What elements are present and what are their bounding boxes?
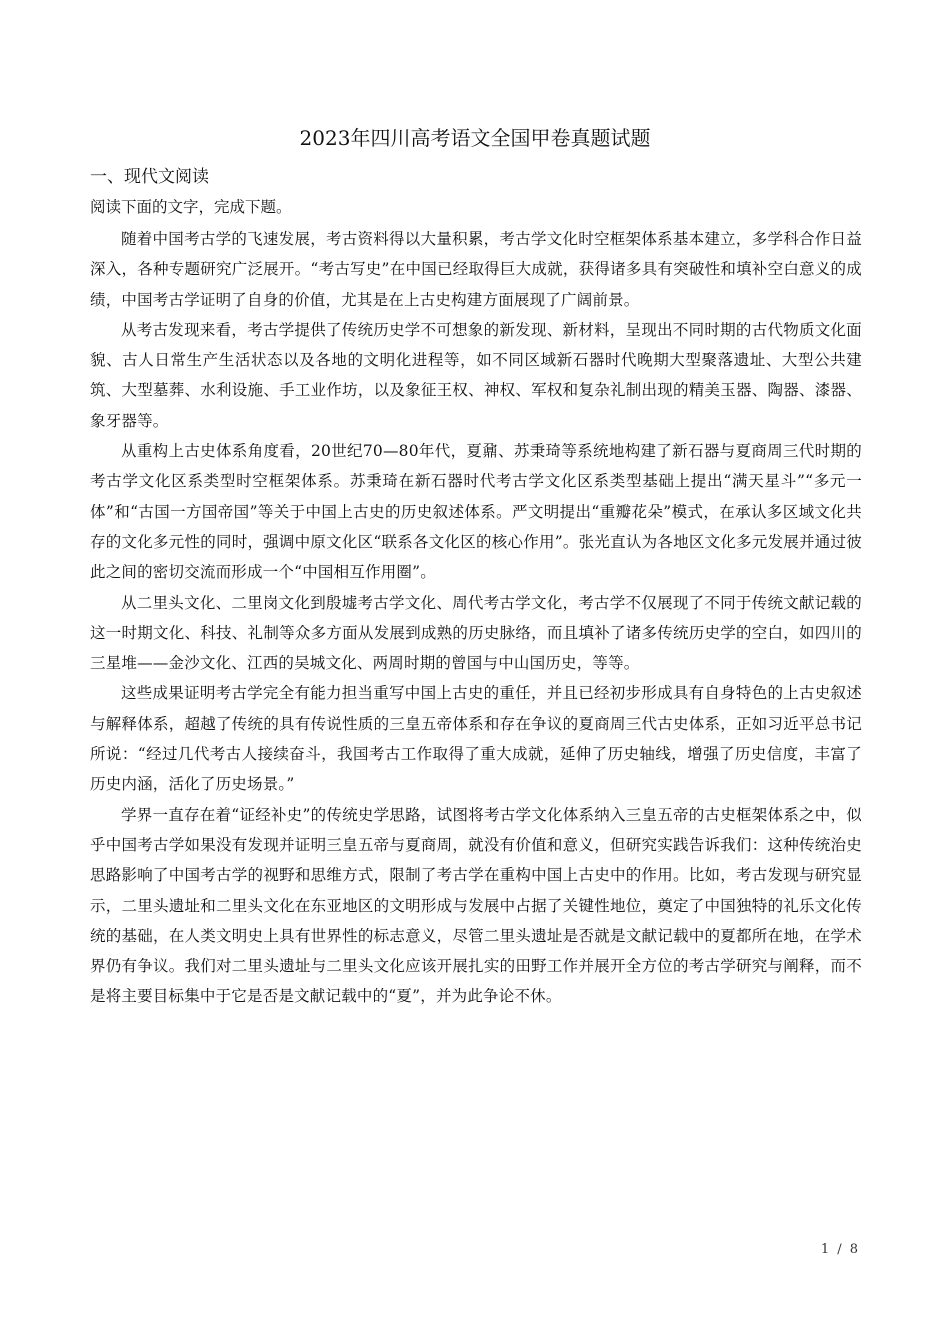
- paragraph-5: 这些成果证明考古学完全有能力担当重写中国上古史的重任，并且已经初步形成具有自身特色的上古史叙述与解释体系，超越了传统的具有传说性质的三皇五帝体系和存在争议的夏商周三代古史体系，正如习近平总书记所说：“经过几代考古人接续奋斗，我国考古工作取得了重大成就，延伸了历史轴线，增强了历史信度，丰富了历史内涵，活化了历史场景。”: [90, 684, 862, 794]
- reading-instruction: 阅读下面的文字，完成下题。: [90, 198, 292, 216]
- page-number: 1 / 8: [820, 1242, 860, 1257]
- section-heading: 一、现代文阅读: [90, 167, 209, 187]
- paragraph-1: 随着中国考古学的飞速发展，考古资料得以大量积累，考古学文化时空框架体系基本建立，多学科合作日益深入，各种专题研究广泛展开。“考古写史”在中国已经取得巨大成就，获得诸多具有突破性和填补空白意义的成绩，中国考古学证明了自身的价值，尤其是在上古史构建方面展现了广阔前景。: [90, 230, 862, 309]
- document-body: [90, 162, 862, 1012]
- paragraph-4: 从二里头文化、二里岗文化到殷墟考古学文化、周代考古学文化，考古学不仅展现了不同于传统文献记载的这一时期文化、科技、礼制等众多方面从发展到成熟的历史脉络，而且填补了诸多传统历史学的空白，如四川的三星堆——金沙文化、江西的吴城文化、两周时期的曾国与中山国历史，等等。: [90, 593, 862, 673]
- page-title: 2023年四川高考语文全国甲卷真题试题: [299, 126, 651, 150]
- paragraph-6: 学界一直存在着“证经补史”的传统史学思路，试图将考古学文化体系纳入三皇五帝的古史框架体系之中，似乎中国考古学如果没有发现并证明三皇五帝与夏商周，就没有价值和意义，但研究实践告诉我们：这种传统治史思路影响了中国考古学的视野和思维方式，限制了考古学在重构中国上古史中的作用。比如，考古发现与研究显示，二里头遗址和二里头文化在东亚地区的文明形成与发展中占据了关键性地位，奠定了中国独特的礼乐文化传统的基础，在人类文明史上具有世界性的标志意义，尽管二里头遗址是否就是文献记载中的夏都所在地，在学术界仍有争议。我们对二里头遗址与二里头文化应该开展扎实的田野工作并展开全方位的考古学研究与阐释，而不是将主要目标集中于它是否是文献记载中的“夏”，并为此争论不休。: [90, 805, 862, 1006]
- paragraph-3: 从重构上古史体系角度看，20世纪70—80年代，夏鼐、苏秉琦等系统地构建了新石器与夏商周三代时期的考古学文化区系类型时空框架体系。苏秉琦在新石器时代考古学文化区系类型基础上提出“满天星斗”“多元一体”和“古国一方国帝国”等关于中国上古史的历史叙述体系。严文明提出“重瓣花朵”模式，在承认多区域文化共存的文化多元性的同时，强调中原文化区“联系各文化区的核心作用”。张光直认为各地区文化多元发展并通过彼此之间的密切交流而形成一个“中国相互作用圈”。: [90, 442, 862, 582]
- paragraph-2: 从考古发现来看，考古学提供了传统历史学不可想象的新发现、新材料，呈现出不同时期的古代物质文化面貌、古人日常生产生活状态以及各地的文明化进程等，如不同区域新石器时代晚期大型聚落遗址、大型公共建筑、大型墓葬、水利设施、手工业作坊，以及象征王权、神权、军权和复杂礼制出现的精美玉器、陶器、漆器、象牙器等。: [90, 320, 862, 430]
